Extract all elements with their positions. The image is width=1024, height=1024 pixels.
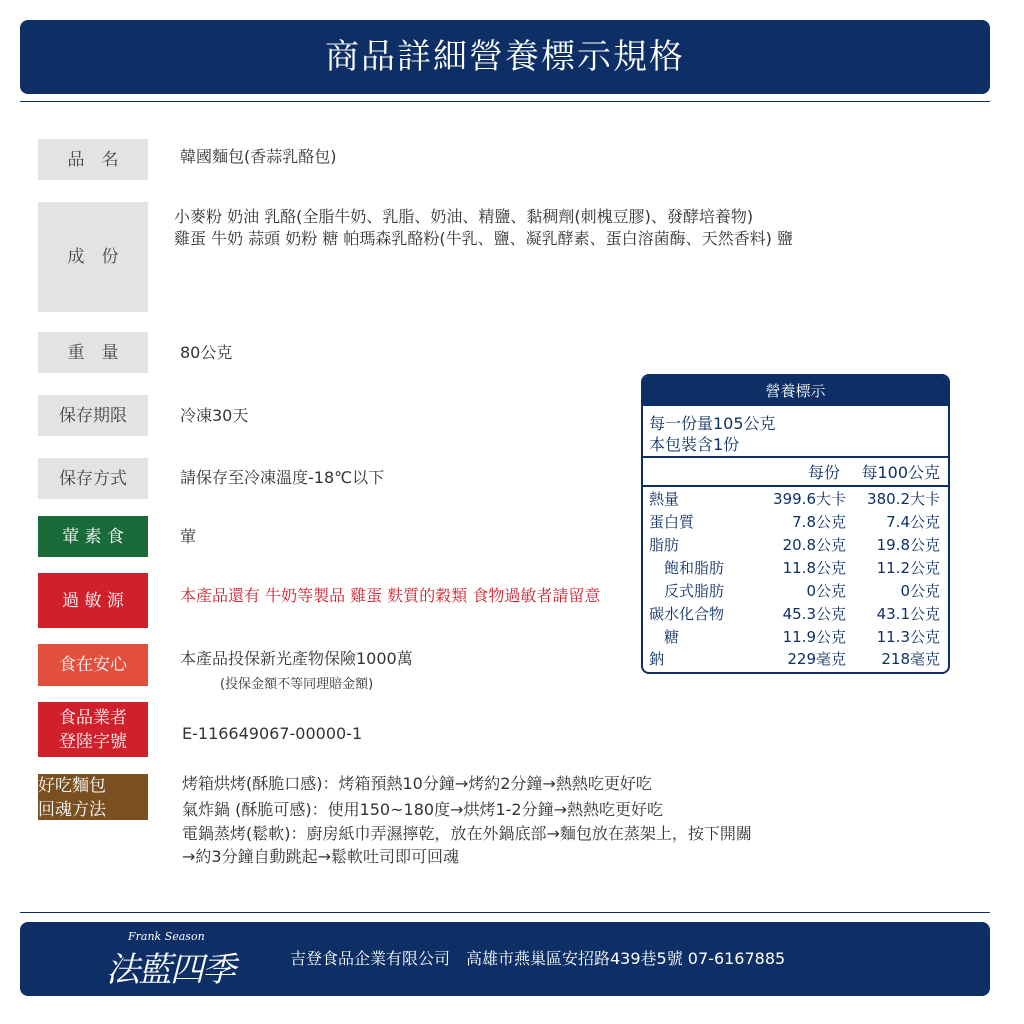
col-per-serving: 每份: [807, 463, 840, 482]
safety-label: 食在安心: [38, 644, 148, 686]
serving-size: 每一份量105公克: [649, 414, 776, 433]
nutrient-per-100g: 11.2公克: [876, 559, 940, 577]
nutrient-per-serving: 11.9公克: [782, 628, 846, 646]
registration-label: [38, 702, 148, 757]
nutrition-divider-2: [643, 485, 948, 487]
nutrient-per-serving: 399.6大卡: [773, 490, 846, 508]
allergen-value: 本產品還有 牛奶等製品 雞蛋 麩質的穀類 食物過敏者請留意: [180, 586, 601, 605]
nutrient-name: 蛋白質: [649, 513, 695, 531]
nutrient-per-100g: 19.8公克: [876, 536, 940, 554]
safety-value: 本產品投保新光產物保險1000萬: [180, 649, 413, 668]
veg-label: 葷 素 食: [38, 516, 148, 557]
company-info: 吉登食品企業有限公司 高雄市燕巢區安招路439巷5號 07-6167885: [290, 949, 786, 968]
shelf-life-label: 保存期限: [38, 395, 148, 436]
shelf-life-value: 冷凍30天: [180, 406, 249, 425]
col-per-100g: 每100公克: [861, 463, 940, 482]
weight-label: 重 量: [38, 332, 148, 373]
nutrition-row: [643, 511, 948, 534]
nutrient-per-serving: 45.3公克: [782, 605, 846, 623]
nutrition-row: [643, 648, 948, 671]
nutrient-name: 碳水化合物: [649, 605, 725, 623]
nutrient-name: 脂肪: [649, 536, 680, 554]
brand-english: Frank Season: [128, 930, 205, 943]
method-line-2: 氣炸鍋 (酥脆可感)：使用150~180度→烘烤1-2分鐘→熱熱吃更好吃: [182, 800, 664, 819]
footer-divider: [20, 912, 990, 913]
allergen-label: 過 敏 源: [38, 573, 148, 628]
footer-bar: [20, 922, 990, 996]
method-label-line-1: 好吃麵包: [38, 776, 106, 796]
storage-value: 請保存至冷凍溫度-18℃以下: [180, 468, 385, 487]
name-label: 品 名: [38, 139, 148, 180]
nutrition-row: [643, 488, 948, 511]
nutrient-per-100g: 7.4公克: [886, 513, 940, 531]
nutrition-divider-1: [643, 456, 948, 458]
nutrient-per-100g: 218毫克: [881, 650, 940, 668]
nutrient-name: 糖: [649, 628, 680, 646]
nutrition-row: [643, 557, 948, 580]
nutrition-title: 營養標示: [643, 376, 948, 406]
nutrient-per-serving: 11.8公克: [782, 559, 846, 577]
nutrition-header-row: [643, 460, 948, 483]
veg-value: 葷: [180, 527, 197, 546]
nutrient-per-100g: 380.2大卡: [867, 490, 940, 508]
registration-value: E-116649067-00000-1: [182, 724, 363, 743]
registration-label-line-2: 登陸字號: [59, 731, 127, 752]
page-title: 商品詳細營養標示規格: [20, 20, 990, 94]
nutrient-name: 鈉: [649, 650, 665, 668]
brand-logo: 法藍四季: [106, 950, 234, 990]
ingredients-label: 成 份: [38, 202, 148, 312]
nutrient-per-serving: 20.8公克: [782, 536, 846, 554]
name-value: 韓國麵包(香蒜乳酪包): [180, 147, 337, 166]
nutrient-name: 熱量: [649, 490, 680, 508]
method-line-1: 烤箱烘烤(酥脆口感)：烤箱預熱10分鐘→烤約2分鐘→熱熱吃更好吃: [182, 774, 652, 793]
method-label-line-2: 回魂方法: [38, 800, 106, 820]
nutrition-row: [643, 534, 948, 557]
nutrition-panel: [641, 374, 950, 674]
nutrient-per-100g: 43.1公克: [876, 605, 940, 623]
nutrient-name: 飽和脂肪: [649, 559, 725, 577]
nutrition-row: [643, 626, 948, 649]
method-label: [38, 774, 148, 820]
ingredients-line-1: 小麥粉 奶油 乳酪(全脂牛奶、乳脂、奶油、精鹽、黏稠劑(刺槐豆膠)、發酵培養物): [174, 207, 754, 226]
nutrient-per-serving: 229毫克: [787, 650, 846, 668]
storage-label: 保存方式: [38, 458, 148, 499]
nutrient-per-serving: 0公克: [806, 582, 846, 600]
nutrient-per-100g: 11.3公克: [876, 628, 940, 646]
nutrient-per-serving: 7.8公克: [792, 513, 846, 531]
registration-label-line-1: 食品業者: [59, 707, 127, 728]
method-line-4: →約3分鐘自動跳起→鬆軟吐司即可回魂: [182, 847, 459, 866]
weight-value: 80公克: [180, 343, 233, 362]
nutrition-row: [643, 580, 948, 603]
ingredients-line-2: 雞蛋 牛奶 蒜頭 奶粉 糖 帕瑪森乳酪粉(牛乳、鹽、凝乳酵素、蛋白溶菌酶、天然香料) 鹽: [174, 229, 794, 248]
nutrition-row: [643, 603, 948, 626]
header-divider: [20, 101, 990, 102]
nutrient-per-100g: 0公克: [900, 582, 940, 600]
servings-per-pack: 本包裝含1份: [649, 435, 740, 454]
method-line-3: 電鍋蒸烤(鬆軟)：廚房紙巾弄濕擰乾，放在外鍋底部→麵包放在蒸架上，按下開關: [182, 824, 752, 843]
safety-note: (投保金額不等同理賠金額): [220, 677, 374, 692]
nutrient-name: 反式脂肪: [649, 582, 725, 600]
